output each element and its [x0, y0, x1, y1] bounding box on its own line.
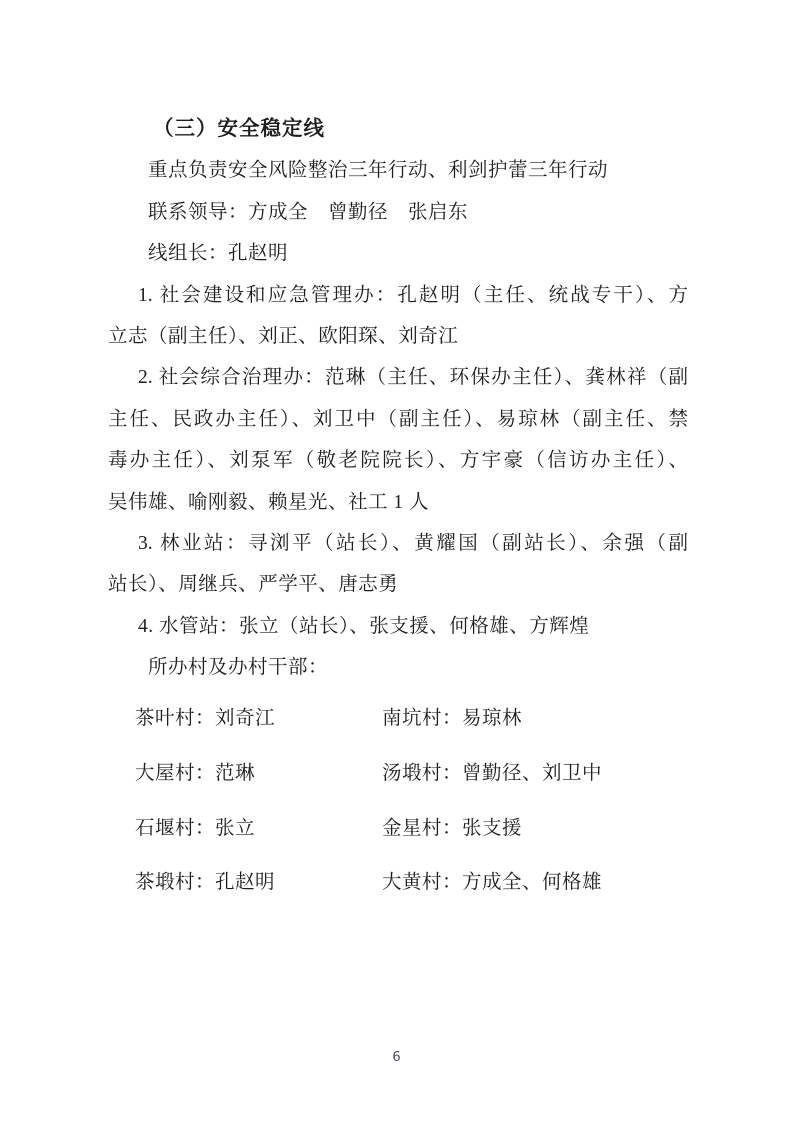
office-2-line-4: 吴伟雄、喻刚毅、赖星光、社工 1 人	[108, 491, 430, 513]
village-cell: 大屋村：范琳	[135, 762, 256, 784]
village-cell: 汤塅村：曾勤径、刘卫中	[382, 762, 603, 784]
village-cell: 南坑村：易琼林	[382, 708, 523, 729]
village-cadre-list	[108, 692, 688, 911]
contact-leaders-line: 联系领导：方成全 曾勤径 张启东	[148, 201, 469, 223]
village-cell: 石堰村：张立	[135, 817, 256, 839]
page-number: 6	[392, 1050, 401, 1065]
office-2-line-2: 主任、民政办主任）、刘卫中（副主任）、易琼林（副主任、禁	[108, 408, 688, 430]
village-row	[108, 747, 688, 802]
office-2-line-3: 毒办主任）、刘泵军（敬老院院长）、方宇豪（信访办主任）、	[108, 450, 688, 472]
section-heading: （三）安全稳定线	[153, 118, 325, 140]
water-station-line: 4. 水管站：张立（站长）、张支援、何格雄、方辉煌	[138, 615, 590, 637]
responsibility-line: 重点负责安全风险整治三年行动、利剑护蕾三年行动	[148, 160, 609, 182]
office-2-line-1: 2. 社会综合治理办：范琳（主任、环保办主任）、龚林祥（副	[138, 367, 688, 389]
forestry-station-line-2: 站长）、周继兵、严学平、唐志勇	[108, 574, 399, 596]
office-1-line-1: 1. 社会建设和应急管理办：孔赵明（主任、统战专干）、方	[138, 284, 688, 306]
village-row	[108, 802, 688, 857]
office-1-line-2: 立志（副主任）、刘正、欧阳琛、刘奇江	[108, 325, 459, 347]
villages-intro-line: 所办村及办村干部：	[148, 657, 329, 679]
village-cell: 茶叶村：刘奇江	[135, 708, 276, 729]
village-cell: 大黄村：方成全、何格雄	[382, 872, 603, 894]
village-cell: 茶塅村：孔赵明	[135, 872, 276, 894]
line-group-leader: 线组长：孔赵明	[148, 243, 289, 265]
forestry-station-line-1: 3. 林业站：寻浏平（站长）、黄耀国（副站长）、余强（副	[138, 532, 688, 554]
village-row	[108, 856, 688, 911]
village-row	[108, 692, 688, 747]
village-cell: 金星村：张支援	[382, 817, 523, 839]
document-body	[108, 109, 688, 688]
